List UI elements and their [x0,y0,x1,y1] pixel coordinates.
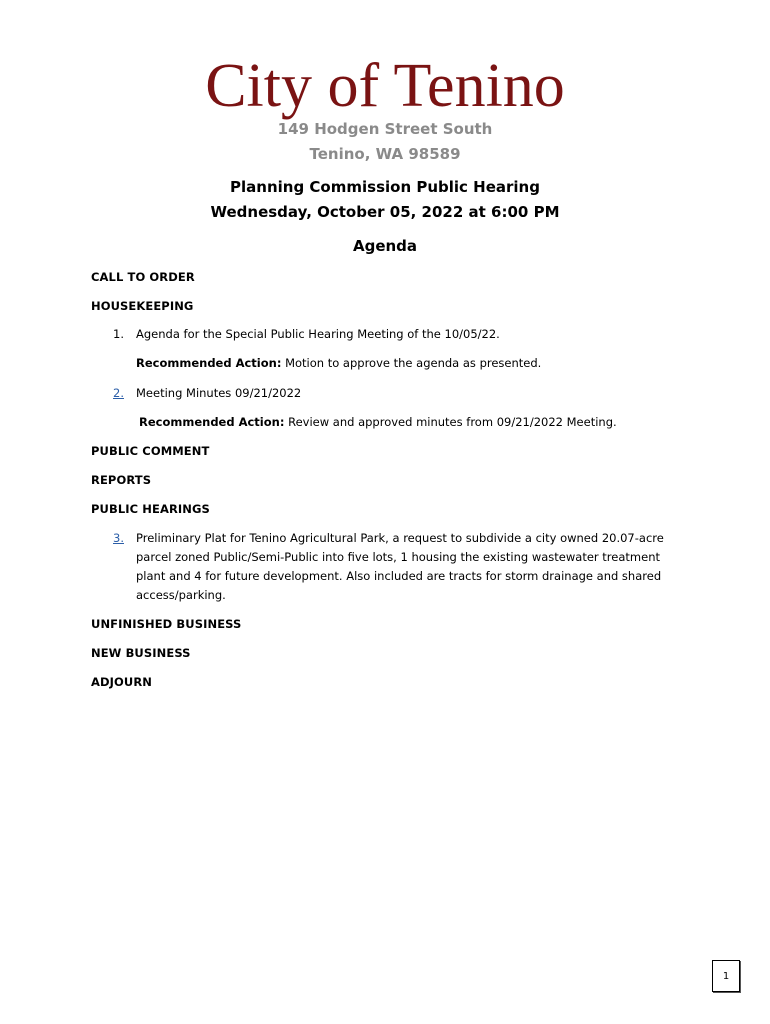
item-2-recommended-action [139,413,669,432]
section-unfinished-business: UNFINISHED BUSINESS [91,617,242,631]
item-1-rec-text: Motion to approve the agenda as presented. [281,356,542,370]
section-public-hearings: PUBLIC HEARINGS [91,502,210,516]
section-adjourn: ADJOURN [91,675,153,689]
agenda-title: Agenda [352,237,418,255]
page-number-box [712,960,740,992]
item-3-text: Preliminary Plat for Tenino Agricultural Park, a request to subdivide a city owned 20.07-acre parcel zoned Public/Semi-Public into five lots, 1 housing the existing wastewater treatment plant and 4 for future development. Also included are tracts for storm drainage and shared access/parking. [136,531,664,602]
item-2-text: Meeting Minutes 09/21/2022 [136,386,302,400]
item-1-number: 1. [113,327,124,341]
item-1-text: Agenda for the Special Public Hearing Meeting of the 10/05/22. [136,327,500,341]
meeting-date: Wednesday, October 05, 2022 at 6:00 PM [210,203,560,221]
item-2-rec-label: Recommended Action: [139,415,285,429]
city-title: City of Tenino [205,52,565,120]
item-3-link[interactable]: 3. [113,531,124,545]
address-line-2: Tenino, WA 98589 [309,145,461,163]
item-2-rec-text: Review and approved minutes from 09/21/2022 Meeting. [284,415,617,429]
page-number: 1 [722,970,730,982]
section-public-comment: PUBLIC COMMENT [91,444,210,458]
item-2-link[interactable]: 2. [113,386,124,400]
section-call-to-order: CALL TO ORDER [91,270,195,284]
item-1-rec-label: Recommended Action: [136,356,282,370]
address-line-1: 149 Hodgen Street South [277,120,493,138]
section-new-business: NEW BUSINESS [91,646,191,660]
meeting-title: Planning Commission Public Hearing [230,178,540,196]
section-reports: REPORTS [91,473,152,487]
item-1-recommended-action [136,354,666,373]
section-housekeeping: HOUSEKEEPING [91,299,194,313]
